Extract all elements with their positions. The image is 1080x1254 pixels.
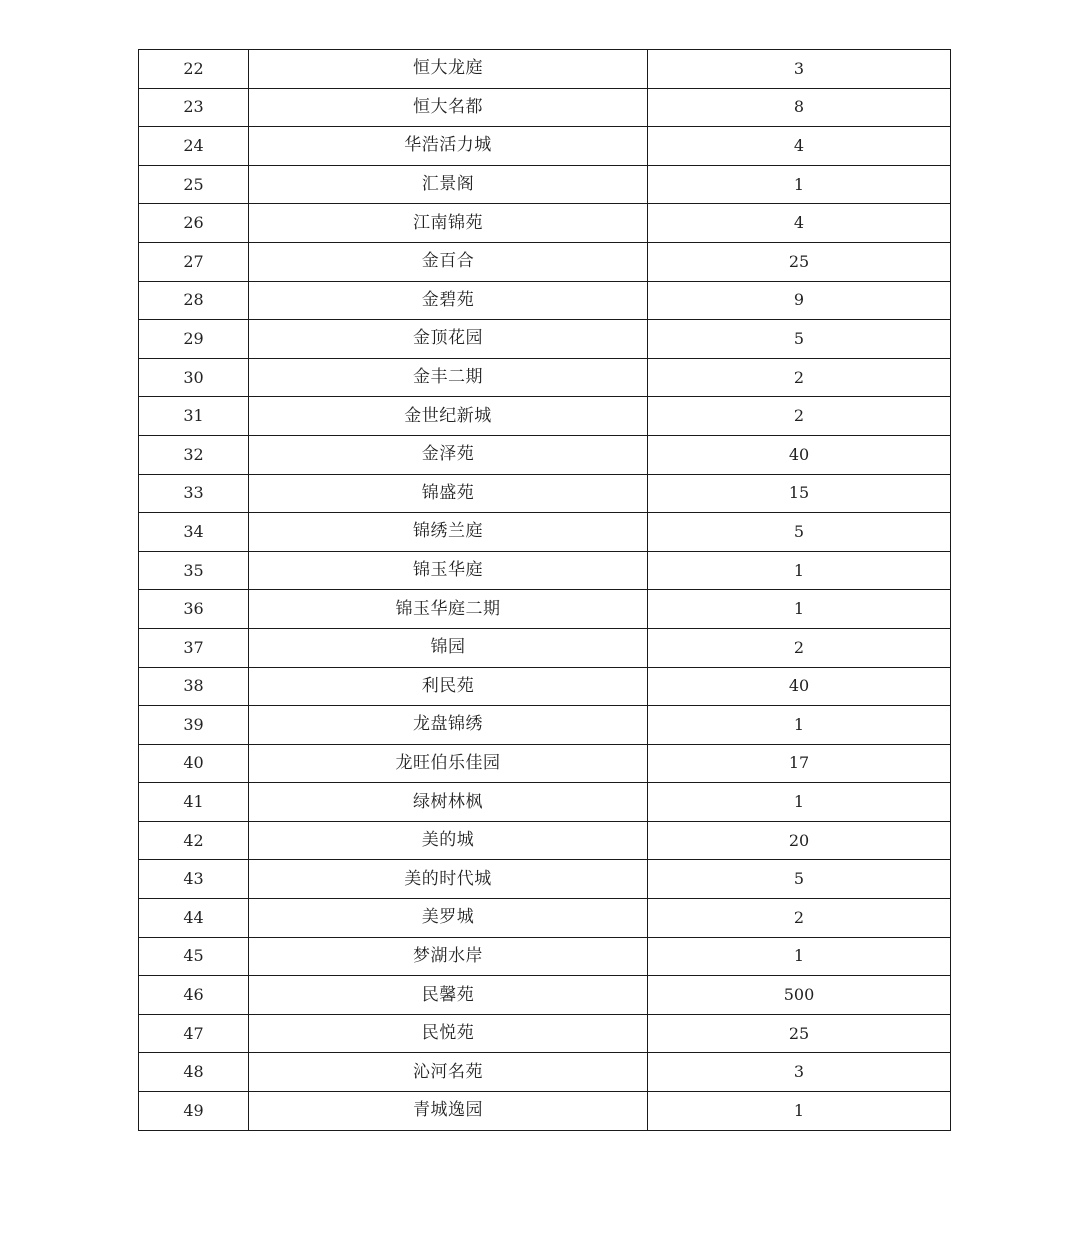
- table-row: [139, 551, 951, 590]
- complex-name-cell: 金碧苑: [249, 281, 648, 320]
- table-row: [139, 281, 951, 320]
- table-row: [139, 860, 951, 899]
- residential-complex-table: [138, 49, 951, 1131]
- complex-name-cell: 民悦苑: [249, 1014, 648, 1053]
- count-cell: 3: [648, 1053, 951, 1092]
- count-cell: 9: [648, 281, 951, 320]
- count-cell: 2: [648, 899, 951, 938]
- count-cell: 5: [648, 513, 951, 552]
- row-number-cell: 24: [139, 127, 249, 166]
- row-number-cell: 34: [139, 513, 249, 552]
- row-number-cell: 46: [139, 976, 249, 1015]
- table-row: [139, 1014, 951, 1053]
- complex-name-cell: 华浩活力城: [249, 127, 648, 166]
- count-cell: 5: [648, 860, 951, 899]
- complex-name-cell: 恒大龙庭: [249, 50, 648, 89]
- complex-name-cell: 金丰二期: [249, 358, 648, 397]
- complex-name-cell: 利民苑: [249, 667, 648, 706]
- complex-name-cell: 龙盘锦绣: [249, 706, 648, 745]
- row-number-cell: 39: [139, 706, 249, 745]
- row-number-cell: 30: [139, 358, 249, 397]
- table-row: [139, 127, 951, 166]
- table-row: [139, 628, 951, 667]
- table-row: [139, 976, 951, 1015]
- count-cell: 1: [648, 937, 951, 976]
- complex-name-cell: 金百合: [249, 242, 648, 281]
- count-cell: 40: [648, 667, 951, 706]
- complex-name-cell: 锦园: [249, 628, 648, 667]
- count-cell: 15: [648, 474, 951, 513]
- row-number-cell: 43: [139, 860, 249, 899]
- row-number-cell: 42: [139, 821, 249, 860]
- count-cell: 40: [648, 435, 951, 474]
- complex-name-cell: 龙旺伯乐佳园: [249, 744, 648, 783]
- complex-name-cell: 汇景阁: [249, 165, 648, 204]
- row-number-cell: 40: [139, 744, 249, 783]
- row-number-cell: 44: [139, 899, 249, 938]
- count-cell: 8: [648, 88, 951, 127]
- table-row: [139, 899, 951, 938]
- table-row: [139, 667, 951, 706]
- complex-name-cell: 美罗城: [249, 899, 648, 938]
- table-row: [139, 320, 951, 359]
- count-cell: 1: [648, 783, 951, 822]
- complex-name-cell: 金顶花园: [249, 320, 648, 359]
- row-number-cell: 45: [139, 937, 249, 976]
- table-row: [139, 783, 951, 822]
- complex-name-cell: 青城逸园: [249, 1092, 648, 1131]
- count-cell: 2: [648, 358, 951, 397]
- complex-name-cell: 金世纪新城: [249, 397, 648, 436]
- table-row: [139, 204, 951, 243]
- count-cell: 25: [648, 242, 951, 281]
- count-cell: 1: [648, 165, 951, 204]
- table-row: [139, 242, 951, 281]
- table-row: [139, 50, 951, 89]
- table-row: [139, 590, 951, 629]
- count-cell: 2: [648, 628, 951, 667]
- count-cell: 1: [648, 1092, 951, 1131]
- table-row: [139, 1053, 951, 1092]
- table-row: [139, 937, 951, 976]
- table-row: [139, 88, 951, 127]
- row-number-cell: 47: [139, 1014, 249, 1053]
- table-body: [139, 50, 951, 1131]
- complex-name-cell: 美的时代城: [249, 860, 648, 899]
- count-cell: 1: [648, 551, 951, 590]
- row-number-cell: 35: [139, 551, 249, 590]
- complex-name-cell: 沁河名苑: [249, 1053, 648, 1092]
- table-row: [139, 706, 951, 745]
- count-cell: 17: [648, 744, 951, 783]
- row-number-cell: 22: [139, 50, 249, 89]
- table-row: [139, 1092, 951, 1131]
- complex-name-cell: 锦玉华庭二期: [249, 590, 648, 629]
- table-row: [139, 358, 951, 397]
- table-row: [139, 744, 951, 783]
- count-cell: 3: [648, 50, 951, 89]
- row-number-cell: 37: [139, 628, 249, 667]
- count-cell: 20: [648, 821, 951, 860]
- row-number-cell: 32: [139, 435, 249, 474]
- table-row: [139, 474, 951, 513]
- row-number-cell: 28: [139, 281, 249, 320]
- complex-name-cell: 恒大名都: [249, 88, 648, 127]
- row-number-cell: 29: [139, 320, 249, 359]
- row-number-cell: 27: [139, 242, 249, 281]
- count-cell: 1: [648, 590, 951, 629]
- count-cell: 4: [648, 204, 951, 243]
- count-cell: 4: [648, 127, 951, 166]
- complex-name-cell: 金泽苑: [249, 435, 648, 474]
- count-cell: 5: [648, 320, 951, 359]
- count-cell: 500: [648, 976, 951, 1015]
- row-number-cell: 33: [139, 474, 249, 513]
- row-number-cell: 48: [139, 1053, 249, 1092]
- complex-name-cell: 绿树林枫: [249, 783, 648, 822]
- table-row: [139, 165, 951, 204]
- row-number-cell: 41: [139, 783, 249, 822]
- row-number-cell: 23: [139, 88, 249, 127]
- table-row: [139, 513, 951, 552]
- complex-name-cell: 锦盛苑: [249, 474, 648, 513]
- complex-name-cell: 民馨苑: [249, 976, 648, 1015]
- table-row: [139, 397, 951, 436]
- complex-name-cell: 美的城: [249, 821, 648, 860]
- row-number-cell: 38: [139, 667, 249, 706]
- row-number-cell: 49: [139, 1092, 249, 1131]
- table-row: [139, 821, 951, 860]
- table-row: [139, 435, 951, 474]
- complex-name-cell: 锦玉华庭: [249, 551, 648, 590]
- row-number-cell: 26: [139, 204, 249, 243]
- row-number-cell: 25: [139, 165, 249, 204]
- count-cell: 25: [648, 1014, 951, 1053]
- complex-name-cell: 江南锦苑: [249, 204, 648, 243]
- row-number-cell: 31: [139, 397, 249, 436]
- count-cell: 1: [648, 706, 951, 745]
- complex-name-cell: 锦绣兰庭: [249, 513, 648, 552]
- row-number-cell: 36: [139, 590, 249, 629]
- complex-name-cell: 梦湖水岸: [249, 937, 648, 976]
- count-cell: 2: [648, 397, 951, 436]
